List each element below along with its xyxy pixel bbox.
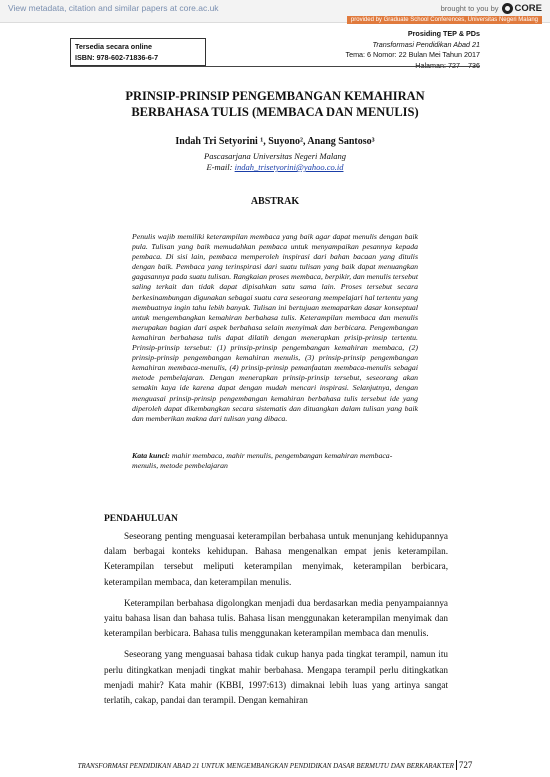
page-number: 727 (456, 760, 473, 770)
availability-text: Tersedia secara online (75, 42, 152, 51)
proceedings-info (345, 29, 480, 71)
paper-title (70, 88, 480, 120)
abstract-heading: ABSTRAK (250, 196, 300, 207)
author-affiliation (70, 151, 480, 173)
proceedings-issue: Tema: 6 Nomor: 22 Bulan Mei Tahun 2017 (345, 50, 480, 59)
paper-title-line-2: BERBAHASA TULIS (MEMBACA DAN MENULIS) (131, 105, 419, 119)
section-heading: PENDAHULUAN (104, 514, 178, 524)
paper-title-line-1: PRINSIP-PRINSIP PENGEMBANGAN KEMAHIRAN (125, 89, 425, 103)
proceedings-name: Prosiding TEP & PDs (407, 29, 480, 38)
paragraph: Seseorang yang menguasai bahasa tidak cukup hanya pada tingkat terampil, namun itu perlu ditingkatkan menjadi tingkat mahir berbahasa. Mengapa terampil perlu ditingkatkan menjadi mahir? Kata mahir (KBBI, 1997:613) dimaknai lebih luas yang artinya sangat terlatih, cakap, pandai dan terampil. Dengan kemahiran (104, 649, 448, 706)
availability-box (70, 38, 206, 66)
keywords-text: mahir membaca, mahir menulis, pengembangan kemahiran membaca-menulis, metode pembelajaran (132, 451, 393, 471)
keywords (132, 451, 418, 471)
footer-text: TRANSFORMASI PENDIDIKAN ABAD 21 UNTUK MENGEMBANGKAN PENDIDIKAN DASAR BERMUTU DAN BERKARAKTER (77, 762, 454, 770)
isbn-text: ISBN: 978-602-71836-6-7 (75, 53, 159, 62)
body-text (104, 529, 448, 714)
proceedings-theme: Transformasi Pendidikan Abad 21 (372, 39, 480, 49)
paragraph: Seseorang penting menguasai keterampilan berbahasa untuk menunjang kehidupannya dalam berbagai konteks kehidupan. Bahasa mengenalkan empat jenis keterampilan. Keterampilan tersebut meliputi keterampilan menyimak, keterampilan berbicara, keterampilan membaca, dan keterampilan menulis. (104, 531, 448, 587)
email-label: E-mail: (206, 162, 235, 172)
core-logo-icon (502, 3, 513, 14)
core-brought-by (441, 3, 542, 14)
author-list: Indah Tri Setyorini ¹, Suyono², Anang Santoso³ (175, 136, 375, 147)
email-line (70, 162, 480, 173)
keywords-label: Kata kunci: (132, 451, 172, 460)
email-link[interactable]: indah_trisetyorini@yahoo.co.id (234, 162, 344, 172)
header-divider (70, 66, 480, 67)
page-footer (0, 760, 550, 770)
proceedings-pages: Halaman: 727 – 736 (415, 60, 480, 70)
abstract-text: Penulis wajib memiliki keterampilan membaca yang baik agar dapat menulis dengan baik pula. Tulisan yang baik memudahkan pembaca untuk menyampaikan pesannya kepada pembaca. Di sisi lain, pembaca memperoleh inspirasi dari bahan bacaan yang ditulis dengan baik. Pembaca yang terinspirasi dari suatu tulisan yang baik dapat menuangkan gagasannya pada suatu tulisan. Rangkaian proses membaca, berpikir, dan menulis tersebut saling terkait dan tidak dapat dipisahkan satu sama lain. Proses tersebut secara berkesinambungan digunakan sebagai suatu cara seseorang mempelajari hal tertentu yang membuatnya ingin tahu lebih banyak. Tulisan ini bertujuan memaparkan dasar konseptual untuk mengembangkan kemahiran berbahasa tulis. Keterampilan membaca dan menulis merupakan bagian dari aspek berbahasa selain menyimak dan berbicara. Pengembangan kemahiran berbahasa tulis dapat dilatih dengan menerapkan prisip-prinsip tertentu. Prinsip-prinsip tersebut: (1) prinsip-prinsip pengembangan kemahiran membaca, (2) prinsip-prinsip pengembangan kemahiran menulis, (3) prinsip-prinsip pengembangan kemahiran membaca-menulis, (4) prinsip-prinsip pemanfaatan membaca-menulis sebagai metode pembelajaran. Dengan menerapkan prinsip-prinsip tersebut, seseorang akan semakin kaya ide karena dapat dengan mudah mencari inspirasi. Selanjutnya, dengan menguasai prinsip-prinsip pengembangan kemahiran berbahasa tulis tersebut ide yang diperoleh dapat dikembangkan secara sistematis dan dituangkan dalam tulisan yang baik dan memberikan makna dari tulisan yang dibaca. (132, 232, 418, 423)
paragraph: Keterampilan berbahasa digolongkan menjadi dua berdasarkan media penyampaiannya yaitu bahasa lisan dan bahasa tulis. Bahasa lisan menggunakan keterampilan menyimak dan keterampilan berbicara. Bahasa tulis menggunakan keterampilan membaca dan menulis. (104, 597, 448, 639)
core-logo-text: CORE (514, 3, 542, 14)
core-provided-by[interactable]: provided by Graduate School Conferences, Universitas Negeri Malang (347, 16, 542, 24)
core-metadata-link[interactable]: View metadata, citation and similar papers at core.ac.uk (8, 3, 219, 13)
core-brought-by-text: brought to you by (440, 4, 499, 13)
core-logo[interactable] (502, 3, 542, 14)
affiliation-text: Pascasarjana Universitas Negeri Malang (204, 151, 346, 161)
